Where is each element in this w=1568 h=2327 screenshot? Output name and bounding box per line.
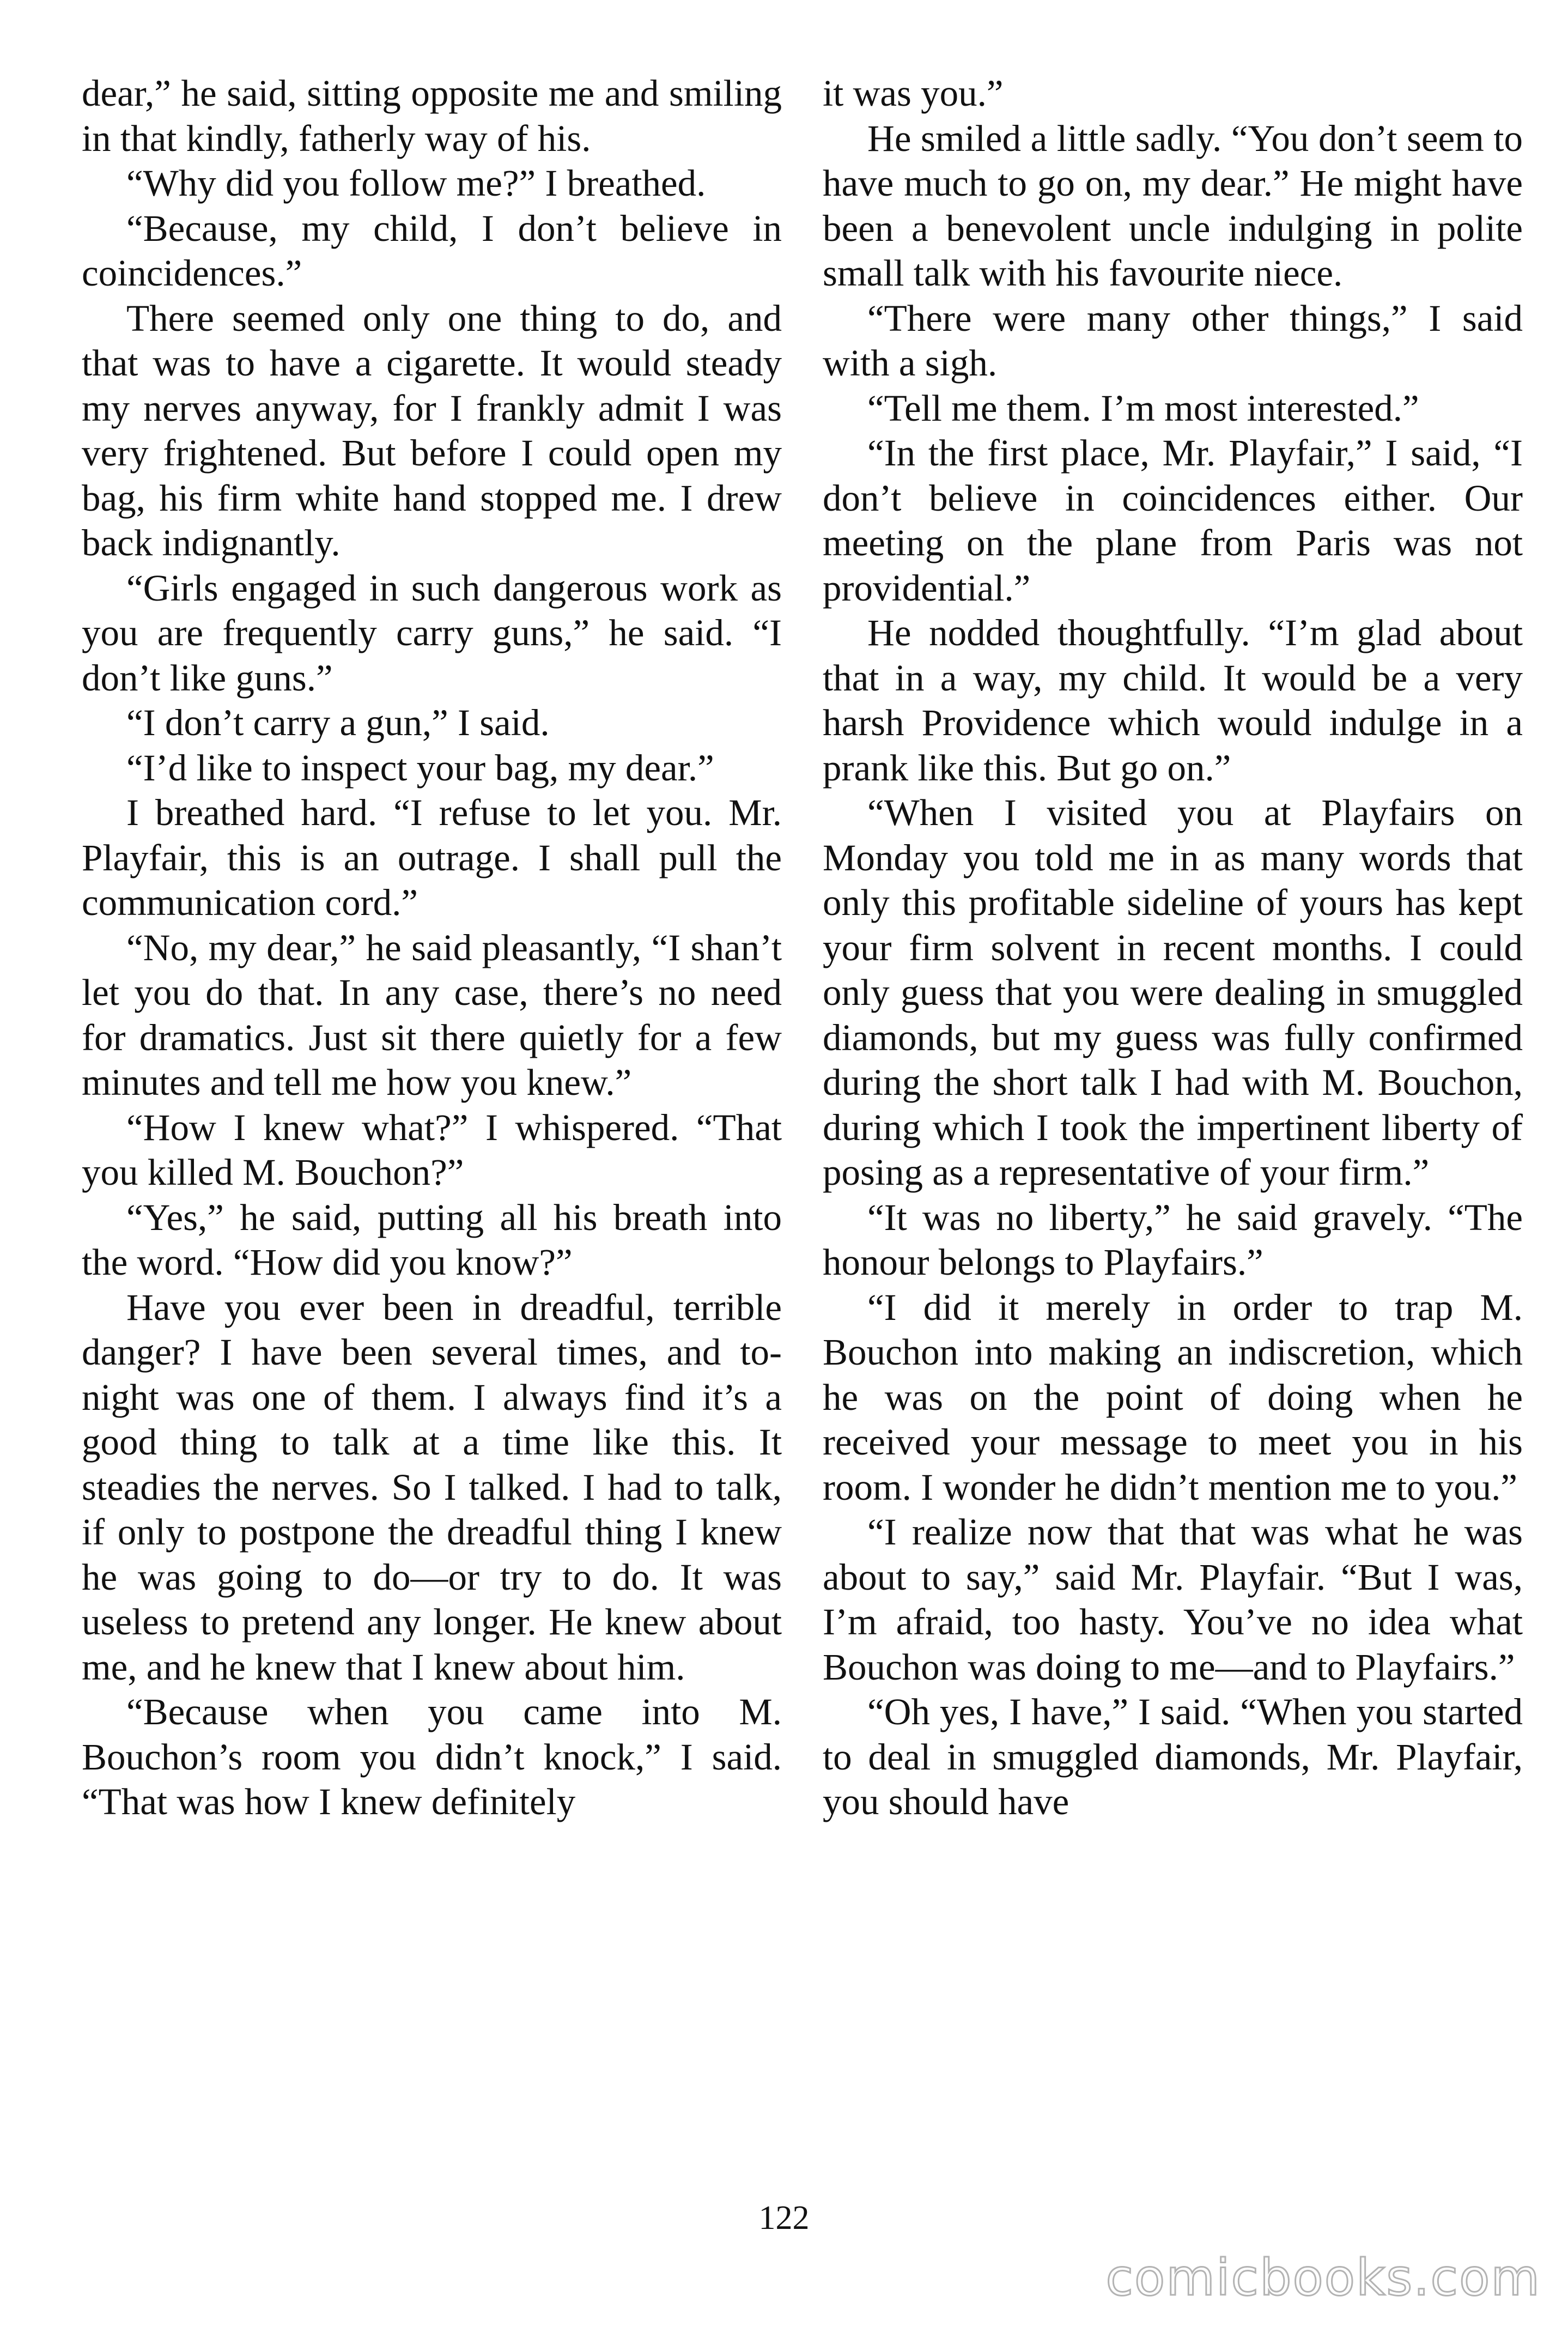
watermark: comicbooks.com: [1105, 2249, 1541, 2307]
paragraph: it was you.”: [823, 72, 1004, 114]
paragraph: “When I visited you at Playfairs on Monday you told me in as many words that only this profitable sideline of yours has kept your firm solvent in recent months. I could only guess that you were dealing in smuggled diamonds, but my guess was fully confirmed during the short talk I had with M. Bouchon, during which I took the impertinent liberty of posing as a representative of your firm.”: [823, 792, 1523, 1193]
paragraph: “Because, my child, I don’t believe in coincidences.”: [82, 207, 782, 294]
paragraph: Have you ever been in dreadful, terrible danger? I have been several times, and to-night was one of them. I always find it’s a good thing to talk at a time like this. It steadies the nerves. So I talked. I had to talk, if only to postpone the dreadful thing I knew he was going to do—or try to do. It was useless to pretend any longer. He knew about me, and he knew that I knew about him.: [82, 1286, 782, 1688]
paragraph: “I’d like to inspect your bag, my dear.”: [126, 747, 714, 789]
paragraph: “No, my dear,” he said pleasantly, “I shan’t let you do that. In any case, there’s no need for dramatics. Just sit there quietly for a few minutes and tell me how you knew.”: [82, 926, 782, 1103]
paragraph: “In the first place, Mr. Playfair,” I said, “I don’t believe in coincidences either. Our meeting on the plane from Paris was not providential.”: [823, 432, 1523, 609]
right-text-column: [823, 71, 1523, 1825]
paragraph: He nodded thoughtfully. “I’m glad about that in a way, my child. It would be a very harsh Providence which would indulge in a prank like this. But go on.”: [823, 612, 1523, 789]
paragraph: “Girls engaged in such dangerous work as you are frequently carry guns,” he said. “I don’t like guns.”: [82, 567, 782, 699]
paragraph: “Oh yes, I have,” I said. “When you started to deal in smuggled diamonds, Mr. Playfair, you should have: [823, 1691, 1523, 1822]
paragraph: “I don’t carry a gun,” I said.: [126, 702, 550, 743]
paragraph: I breathed hard. “I refuse to let you. Mr. Playfair, this is an outrage. I shall pull the communication cord.”: [82, 792, 782, 923]
paragraph: “Yes,” he said, putting all his breath into the word. “How did you know?”: [82, 1196, 782, 1283]
paragraph: “Because when you came into M. Bouchon’s room you didn’t knock,” I said. “That was how I knew definitely: [82, 1691, 782, 1822]
left-text-column: [82, 71, 782, 1825]
paragraph: “It was no liberty,” he said gravely. “The honour belongs to Playfairs.”: [823, 1196, 1523, 1283]
paragraph: “I did it merely in order to trap M. Bouchon into making an indiscretion, which he was on the point of doing when he received your message to meet you in his room. I wonder he didn’t mention me to you.”: [823, 1286, 1523, 1508]
paragraph: “How I knew what?” I whispered. “That you killed M. Bouchon?”: [82, 1106, 782, 1193]
paragraph: dear,” he said, sitting opposite me and smiling in that kindly, fatherly way of his.: [82, 72, 782, 159]
paragraph: “There were many other things,” I said with a sigh.: [823, 297, 1523, 384]
paragraph: “I realize now that that was what he was about to say,” said Mr. Playfair. “But I was, I’m afraid, too hasty. You’ve no idea what Bouchon was doing to me—and to Playfairs.”: [823, 1511, 1523, 1688]
paragraph: “Tell me them. I’m most interested.”: [867, 387, 1419, 429]
paragraph: He smiled a little sadly. “You don’t seem to have much to go on, my dear.” He might have been a benevolent uncle indulging in polite small talk with his favourite niece.: [823, 117, 1523, 294]
paragraph: “Why did you follow me?” I breathed.: [126, 162, 706, 204]
page-number: 122: [758, 2199, 810, 2237]
paragraph: There seemed only one thing to do, and that was to have a cigarette. It would steady my nerves anyway, for I frankly admit I was very frightened. But before I could open my bag, his firm white hand stopped me. I drew back indignantly.: [82, 297, 782, 563]
